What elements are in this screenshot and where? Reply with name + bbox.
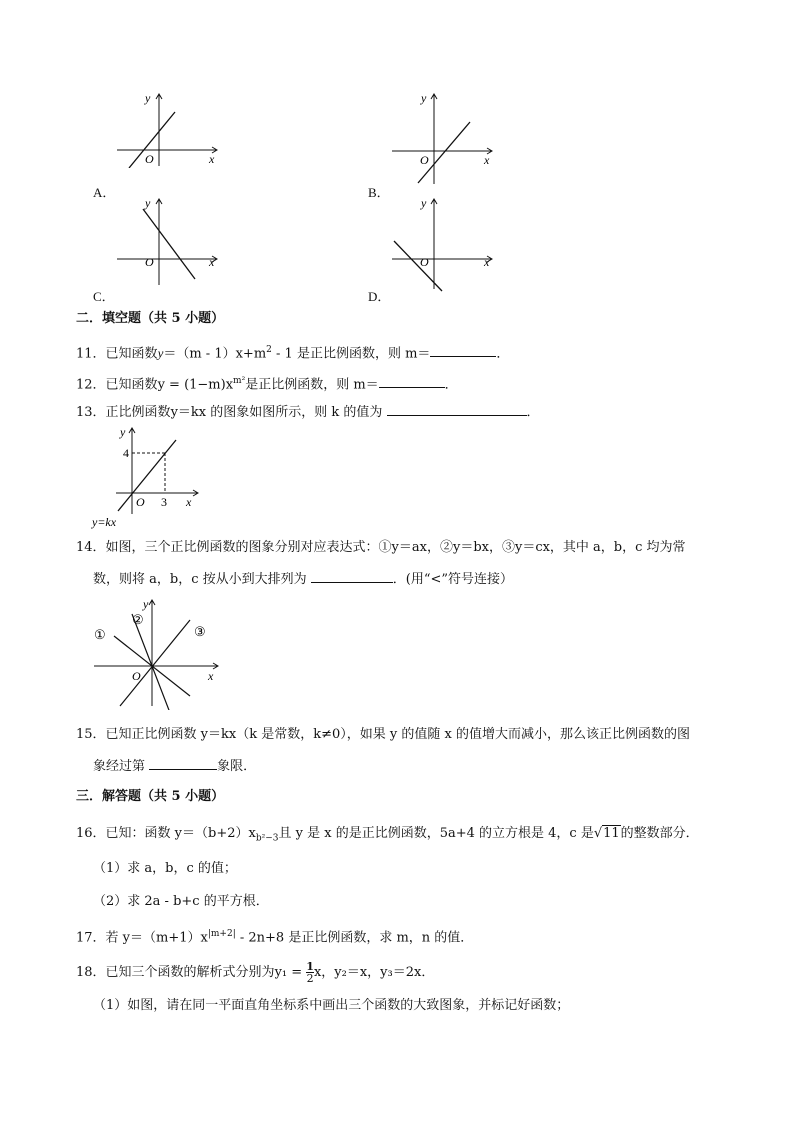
svg-text:3: 3 [161,495,167,509]
question-13: 13．正比例函数y＝kx 的图象如图所示，则 k 的值为 ． [76,405,540,420]
option-b-label: B． [368,185,390,200]
option-a-label: A． [93,185,116,200]
question-14-line1: 14．如图，三个正比例函数的图象分别对应表达式：①y＝ax，②y＝bx，③y＝cx，其中 a，b，c 均为常 [76,540,686,555]
svg-text:y: y [421,91,427,105]
option-c-label: C． [93,289,115,304]
svg-text:①: ① [94,627,106,642]
origin-label: O [145,152,154,166]
svg-text:x: x [186,495,192,509]
option-d-label: D． [368,289,391,304]
graph-option-b [388,88,498,188]
svg-text:O: O [136,495,145,509]
svg-text:O: O [132,669,141,683]
svg-text:y: y [120,425,126,439]
svg-text:x: x [484,153,490,167]
answer-blank[interactable] [387,403,527,416]
question-17: 17．若 $y=(m+1)x^{|m+2|} - 2n+8$ 是正比例函数，求 m，n 的值． [76,929,474,946]
question-14-line2: 数，则将 a，b，c 按从小到大排列为 ．(用“<”符号连接） [93,572,514,587]
svg-text:4: 4 [123,446,129,460]
svg-text:x: x [484,255,490,269]
graph-option-c [113,193,223,288]
svg-text:③: ③ [194,624,206,639]
question-16: 16．已知：函数 $y=(b+2)x_{b^2-3}$且 y 是 x 的是正比例函数，5a+4 的立方根是 4，c 是√11的整数部分． [76,826,699,844]
fraction-one-half: $\frac{1}{2}$ [306,960,314,985]
svg-text:y: y [143,597,149,611]
question-18: 18．已知三个函数的解析式分别为y₁ = $\frac{1}{2}$ x，y₂＝x，y₃＝2x． [76,960,435,985]
svg-text:y=kx: y=kx [92,515,117,529]
figure-q14 [90,594,220,710]
question-12: 12．已知函数$y = (1-m)x^{m^2}$是正比例函数，则 m＝ ． [76,376,458,393]
graph-option-a [113,88,223,168]
x-axis-label: x [209,152,215,166]
question-15-line2: 象经过第 象限． [93,759,257,774]
figure-q13 [90,422,200,532]
svg-text:x: x [208,669,214,683]
question-18-part1: （1）如图，请在同一平面直角坐标系中画出三个函数的大致图象，并标记好函数； [93,998,570,1013]
section-2-title: 二．填空题（共 5 小题） [76,311,225,326]
section-3-title: 三．解答题（共 5 小题） [76,789,225,804]
answer-blank[interactable] [430,344,496,357]
y-axis-label: y [145,91,151,105]
question-15-line1: 15．已知正比例函数 y＝kx（k 是常数，k≠0），如果 y 的值随 x 的值增大而减小，那么该正比例函数的图 [76,727,690,742]
svg-text:O: O [145,255,154,269]
answer-blank[interactable] [311,570,393,583]
question-11: 11．已知函数$y=(m - 1)x+m^2 - 1$ 是正比例函数，则 m＝ ． [76,345,510,362]
svg-text:②: ② [132,612,144,627]
answer-blank[interactable] [379,375,445,388]
svg-text:y: y [145,196,151,210]
graph-option-d [388,193,498,293]
answer-blank[interactable] [149,757,217,770]
svg-text:O: O [420,255,429,269]
svg-text:O: O [420,153,429,167]
question-16-part2: （2）求 2a - b+c 的平方根． [93,894,269,909]
svg-text:x: x [209,255,215,269]
svg-text:y: y [421,196,427,210]
question-16-part1: （1）求 a，b，c 的值； [93,861,237,876]
